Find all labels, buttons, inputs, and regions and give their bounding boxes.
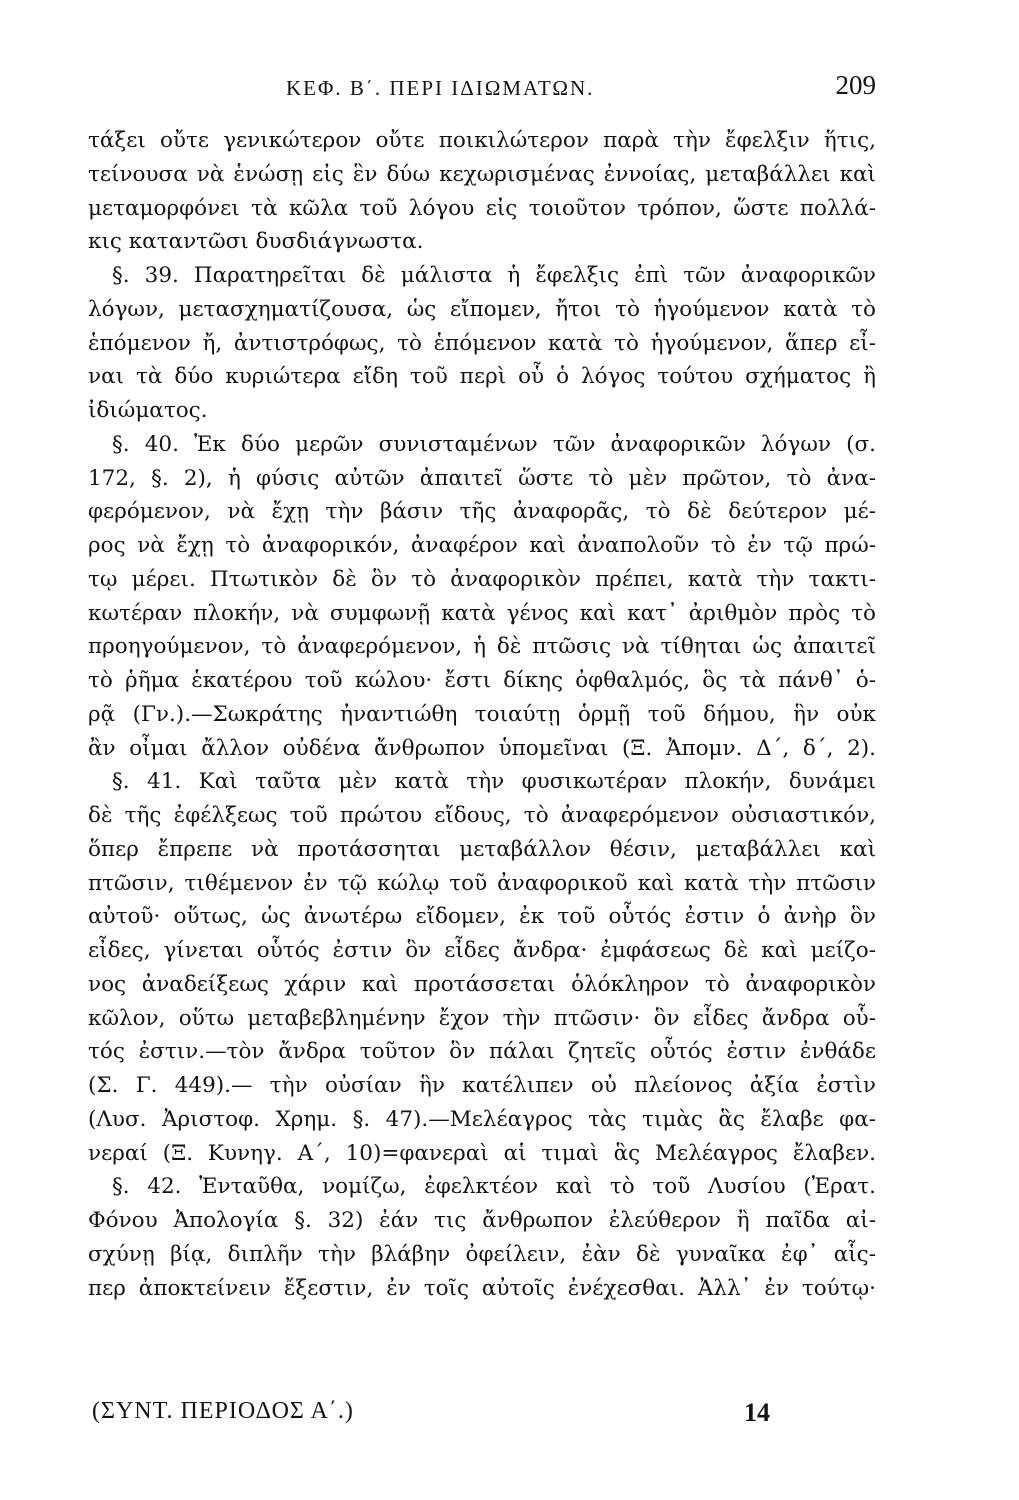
- text-line: (Σ. Γ. 449).— τὴν οὐσίαν ἣν κατέλιπεν οὐ πλείονος ἀξία ἐστὶν: [88, 1073, 876, 1098]
- text-line: ρᾷ (Γν.).—Σωκράτης ἠναντιώθη τοιαύτῃ ὁρμῇ τοῦ δήμου, ἣν οὐκ: [88, 701, 876, 727]
- text-line: τείνουσα νὰ ἑνώσῃ εἰς ἓν δύω κεχωρισμένας ἐννοίας, μεταβάλλει καὶ: [88, 161, 876, 187]
- text-line: νος ἀναδείξεως χάριν καὶ προτάσσεται ὁλόκληρον τὸ ἀναφορικὸν: [88, 971, 876, 997]
- text-line: τός ἐστιν.—τὸν ἄνδρα τοῦτον ὃν πάλαι ζητεῖς οὗτός ἐστιν ἐνθάδε: [88, 1039, 876, 1065]
- body-text: [88, 124, 876, 1305]
- text-line: κῶλον, οὕτω μεταβεβλημένην ἔχον τὴν πτῶσιν· ὃν εἶδες ἄνδρα οὗ-: [88, 1005, 876, 1031]
- paragraph-40-start: §. 40. Ἐκ δύο μερῶν συνισταμένων τῶν ἀναφορικῶν λόγων (σ.: [112, 431, 876, 457]
- text-line: σχύνῃ βίᾳ, διπλῆν τὴν βλάβην ὀφείλειν, ἐὰν δὲ γυναῖκα ἐφ᾽ αἷς-: [88, 1241, 876, 1267]
- text-line: δὲ τῆς ἐφέλξεως τοῦ πρώτου εἴδους, τὸ ἀναφερόμενον οὐσιαστικόν,: [88, 803, 876, 828]
- page-footer: [92, 1398, 792, 1432]
- text-line: ρος νὰ ἔχῃ τὸ ἀναφορικόν, ἀναφέρον καὶ ἀναπολοῦν τὸ ἐν τῷ πρώ-: [88, 533, 876, 558]
- text-line: πτῶσιν, τιθέμενον ἐν τῷ κώλῳ τοῦ ἀναφορικοῦ καὶ κατὰ τὴν πτῶσιν: [88, 870, 876, 896]
- text-line: 172, §. 2), ἡ φύσις αὐτῶν ἀπαιτεῖ ὥστε τὸ μὲν πρῶτον, τὸ ἀνα-: [88, 465, 876, 491]
- text-line: τάξει οὔτε γενικώτερον οὔτε ποικιλώτερον παρὰ τὴν ἔφελξιν ἥτις,: [88, 128, 876, 153]
- text-line: λόγων, μετασχηματίζουσα, ὡς εἴπομεν, ἤτοι τὸ ἡγούμενον κατὰ τὸ: [88, 296, 876, 322]
- paragraph-42-start: §. 42. Ἐνταῦθα, νομίζω, ἐφελκτέον καὶ τὸ τοῦ Λυσίου (Ἐρατ.: [112, 1174, 876, 1200]
- text-line: αὐτοῦ· οὕτως, ὡς ἀνωτέρω εἴδομεν, ἐκ τοῦ οὗτός ἐστιν ὁ ἀνὴρ ὃν: [88, 904, 876, 930]
- text-line: μεταμορφόνει τὰ κῶλα τοῦ λόγου εἰς τοιοῦτον τρόπον, ὥστε πολλά-: [88, 195, 876, 221]
- paragraph-39-start: §. 39. Παρατηρεῖται δὲ μάλιστα ἡ ἔφελξις ἐπὶ τῶν ἀναφορικῶν: [112, 263, 876, 288]
- text-line: Φόνου Ἀπολογία §. 32) ἐάν τις ἄνθρωπον ἐλεύθερον ἢ παῖδα αἰ-: [88, 1208, 876, 1233]
- text-line: νεραί (Ξ. Κυνηγ. Α΄, 10)=φανεραὶ αἱ τιμαὶ ἃς Μελέαγρος ἔλαβεν.: [88, 1140, 876, 1166]
- text-line: φερόμενον, νὰ ἔχῃ τὴν βάσιν τῆς ἀναφορᾶς, τὸ δὲ δεύτερον μέ-: [88, 499, 876, 525]
- running-title: ΚΕΦ. Β΄. ΠΕΡΙ ΙΔΙΩΜΑΤΩΝ.: [286, 76, 595, 100]
- text-line: τῳ μέρει. Πτωτικὸν δὲ ὃν τὸ ἀναφορικὸν πρέπει, κατὰ τὴν τακτι-: [88, 566, 876, 592]
- text-line: περ ἀποκτείνειν ἔξεστιν, ἐν τοῖς αὐτοῖς ἐνέχεσθαι. Ἀλλ᾽ ἐν τούτῳ·: [88, 1275, 876, 1301]
- text-line: ἑπόμενον ἤ, ἀντιστρόφως, τὸ ἑπόμενον κατὰ τὸ ἡγούμενον, ἅπερ εἶ-: [88, 330, 876, 356]
- text-line: (Λυσ. Ἀριστοφ. Χρημ. §. 47).—Μελέαγρος τὰς τιμὰς ἃς ἔλαβε φα-: [88, 1106, 876, 1132]
- text-line: κις καταντῶσι δυσδιάγνωστα.: [88, 229, 424, 255]
- text-line: τὸ ῥῆμα ἑκατέρου τοῦ κώλου· ἔστι δίκης ὀφθαλμός, ὃς τὰ πάνθ᾽ ὁ-: [88, 668, 876, 693]
- text-line: κωτέραν πλοκήν, νὰ συμφωνῇ κατὰ γένος καὶ κατ᾽ ἀριθμὸν πρὸς τὸ: [88, 600, 876, 626]
- text-line: προηγούμενον, τὸ ἀναφερόμενον, ἡ δὲ πτῶσις νὰ τίθηται ὡς ἀπαιτεῖ: [88, 634, 876, 660]
- sheet-number: 14: [744, 1398, 770, 1427]
- text-line: ὅπερ ἔπρεπε νὰ προτάσσηται μεταβάλλον θέσιν, μεταβάλλει καὶ: [88, 836, 876, 862]
- text-line: ἂν οἶμαι ἄλλον οὐδένα ἄνθρωπον ὑπομεῖναι (Ξ. Ἀπομν. Δ΄, δ΄, 2).: [88, 735, 876, 761]
- signature-mark: (ΣΥΝΤ. ΠΕΡΙΟΔΟΣ Α΄.): [92, 1398, 354, 1424]
- page-number: 209: [835, 70, 876, 100]
- page-header: [286, 70, 876, 110]
- text-line: ἰδιώματος.: [88, 398, 208, 423]
- text-line: ναι τὰ δύο κυριώτερα εἴδη τοῦ περὶ οὗ ὁ λόγος τούτου σχήματος ἢ: [88, 364, 876, 390]
- text-line: εἶδες, γίνεται οὗτός ἐστιν ὃν εἶδες ἄνδρα· ἐμφάσεως δὲ καὶ μείζο-: [88, 938, 876, 963]
- paragraph-41-start: §. 41. Καὶ ταῦτα μὲν κατὰ τὴν φυσικωτέραν πλοκήν, δυνάμει: [112, 769, 876, 795]
